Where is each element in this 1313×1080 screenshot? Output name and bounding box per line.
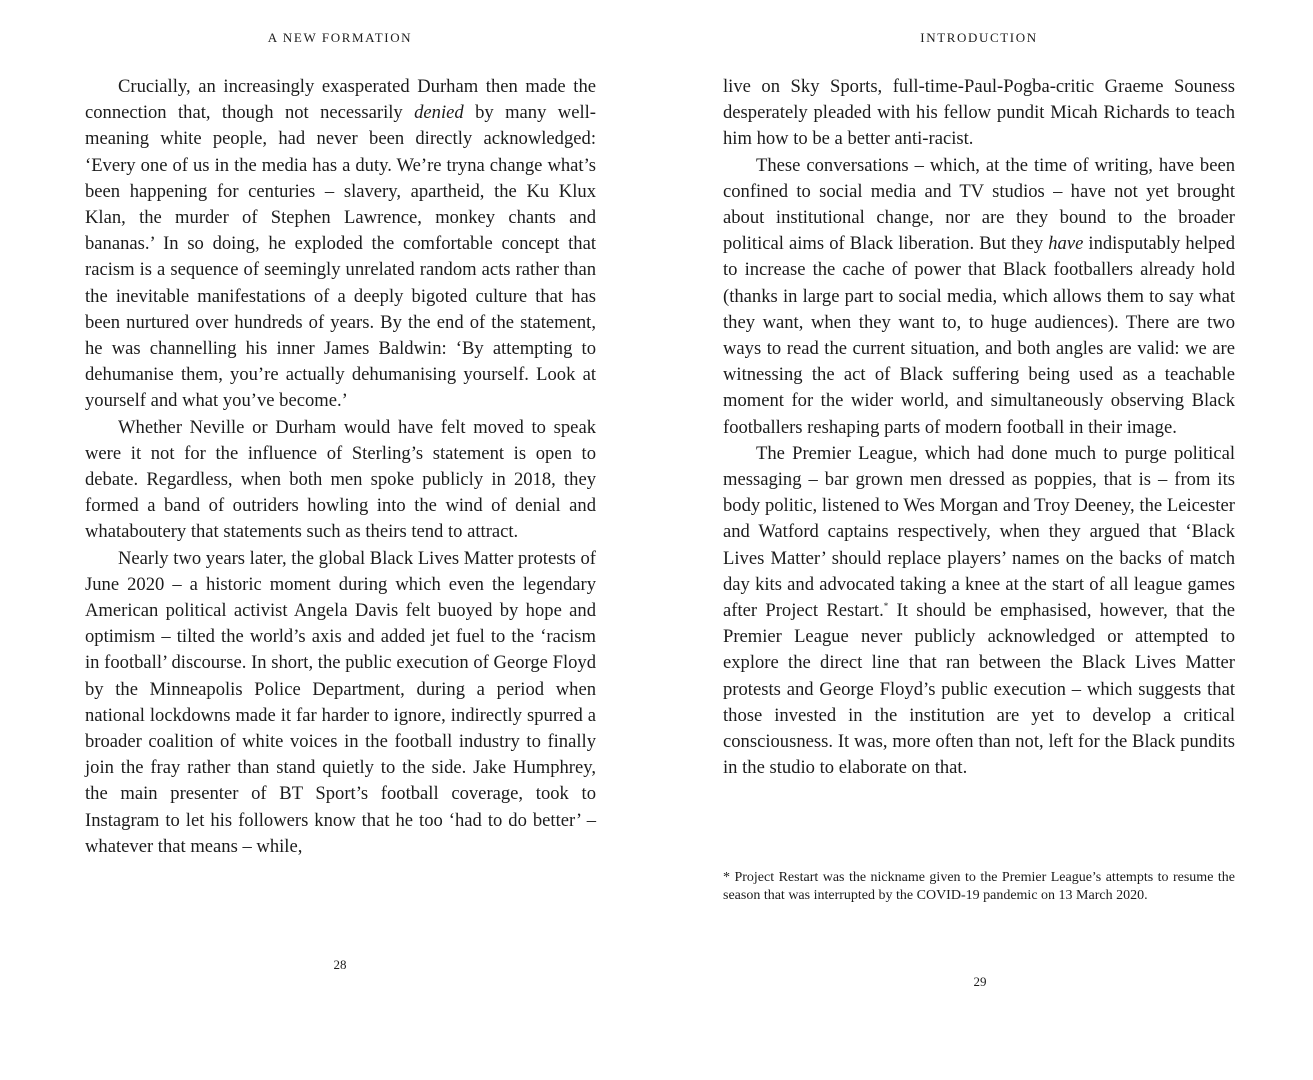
footnote: * Project Restart was the nickname given to the Premier League’s attempts to resume the season that was interrupted by the COVID-19 pandemic on 13 March 2020.	[723, 870, 1235, 903]
paragraph-1-emphasis: denied	[414, 102, 464, 124]
right-page	[656, 0, 1313, 1080]
paragraph-1-text-b: by many well-meaning white people, had never been directly acknowledged: ‘Every one of us in the media has a duty. We’re tryna change what’s been happening for centuries – slavery, apartheid, the Ku Klux Klan, the murder of Stephen Lawrence, monkey chants and bananas.’ In so doing, he exploded the comfortable concept that racism is a sequence of seemingly unrelated random acts rather than the inevitable manifestations of a deeply bigoted culture that has been nurtured over hundreds of years. By the end of the statement, he was channelling his inner James Baldwin: ‘By attempting to dehumanise them, you’re actually dehumanising yourself. Look at yourself and what you’ve become.’	[85, 102, 596, 412]
paragraph-5-text-b: It should be emphasised, however, that the Premier League never publicly acknowledged or attempted to explore the direct line that ran between the Black Lives Matter protests and George Floyd’s public execution – which suggests that those invested in the institution are yet to develop a critical consciousness. It was, more often than not, left for the Black pundits in the studio to elaborate on that.	[723, 600, 1235, 779]
paragraph-3: Nearly two years later, the global Black Lives Matter protests of June 2020 – a historic moment during which even the legendary American political activist Angela Davis felt buoyed by hope and optimism – tilted the world’s axis and added jet fuel to the ‘racism in football’ discourse. In short, the public execution of George Floyd by the Minneapolis Police Department, during a period when national lockdowns made it far harder to ignore, indirectly spurred a broader coalition of white voices in the football industry to finally join the fray rather than stand quietly to the side. Jake Humphrey, the main presenter of BT Sport’s football coverage, took to Instagram to let his followers know that he too ‘had to do better’ – whatever that means – while,	[85, 547, 596, 857]
paragraph-2: Whether Neville or Durham would have felt moved to speak were it not for the influence of Sterling’s statement is open to debate. Regardless, when both men spoke publicly in 2018, they formed a band of outriders howling into the wind of denial and whataboutery that statements such as theirs tend to attract.	[85, 416, 596, 543]
paragraph-5	[723, 441, 1235, 782]
paragraph-1	[85, 74, 596, 415]
running-head-right: INTRODUCTION	[920, 30, 1038, 45]
paragraph-4-text-a: These conversations – which, at the time of writing, have been confined to social media and TV studios – have not yet brought about institutional change, nor are they bound to the broader political aims of Black liberation. But they	[723, 154, 1235, 255]
left-page	[0, 0, 656, 1080]
paragraph-4	[723, 153, 1235, 441]
paragraph-continued: live on Sky Sports, full-time-Paul-Pogba-critic Graeme Souness desperately pleaded with his fellow pundit Micah Richards to teach him how to be a better anti-racist.	[723, 76, 1235, 150]
paragraph-4-emphasis: have	[1048, 233, 1084, 255]
page-number-left: 28	[333, 957, 347, 972]
paragraph-5-text-a: The Premier League, which had done much to purge political messaging – bar grown men dressed as poppies, that is – from its body politic, listened to Wes Morgan and Troy Deeney, the Leicester and Watford captains respectively, when they argued that ‘Black Lives Matter’ should replace players’ names on the backs of match day kits and advocated taking a knee at the start of all league games after Project Restart.	[723, 442, 1235, 622]
left-page-body	[85, 74, 596, 860]
paragraph-1-text-a: Crucially, an increasingly exasperated Durham then made the connection that, though not necessarily	[85, 76, 596, 124]
running-head-left: A NEW FORMATION	[267, 30, 413, 45]
right-page-body	[723, 74, 1235, 781]
paragraph-4-text-b: indisputably helped to increase the cache of power that Black footballers already hold (thanks in large part to social media, which allows them to say what they want, when they want to, to huge audiences). There are two ways to read the current situation, and both angles are valid: we are witnessing the act of Black suffering being used as a teachable moment for the wider world, and simultaneously observing Black footballers reshaping parts of modern football in their image.	[723, 233, 1235, 438]
page-number-right: 29	[973, 974, 987, 989]
footnote-marker: *	[883, 600, 889, 611]
